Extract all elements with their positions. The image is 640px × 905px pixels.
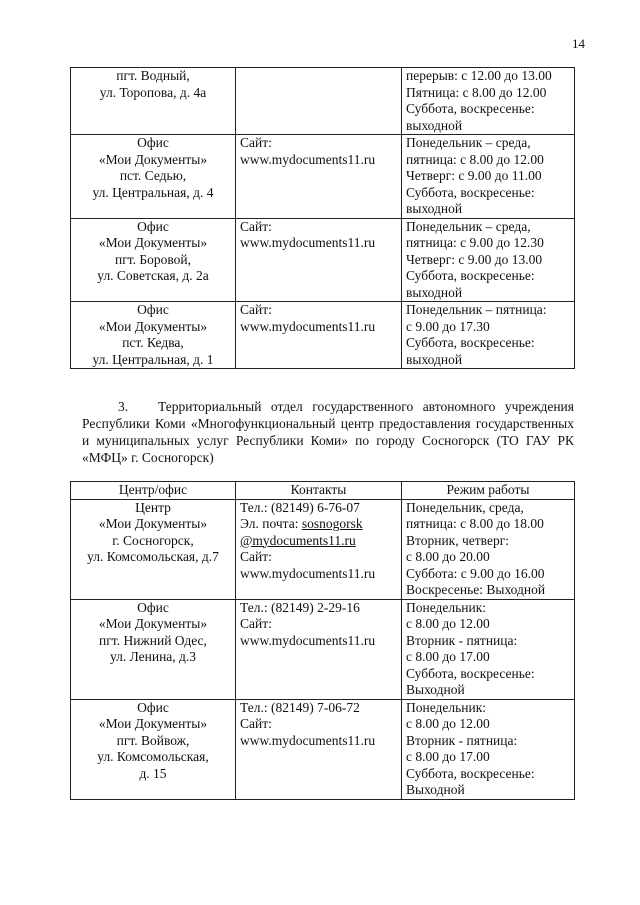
cell-line: Понедельник: <box>406 599 487 615</box>
cell-line: Тел.: (82149) 2-29-16 <box>240 599 360 615</box>
cell-line: Тел.: (82149) 6-76-07 <box>240 499 360 515</box>
cell-line: www.mydocuments11.ru <box>240 732 376 748</box>
cell-line: Тел.: (82149) 7-06-72 <box>240 699 360 715</box>
cell-line: Выходной <box>406 782 465 797</box>
cell-line: пгт. Боровой, <box>114 251 192 267</box>
cell-line: Суббота, воскресенье: <box>406 335 535 350</box>
cell-line: д. 15 <box>139 765 167 781</box>
cell-line: Суббота, воскресенье: <box>406 101 535 116</box>
table-row <box>71 499 575 599</box>
cell-line: с 8.00 до 12.00 <box>406 716 490 731</box>
contacts-cell <box>236 135 402 219</box>
office-cell <box>71 68 236 135</box>
section-text: Территориальный отдел государственного автономного учреждения Республики Коми «Многофункциональный центр предоставления государственных и муниципальных услуг Республики Коми» по городу Сосногорск (ТО ГАУ РК «МФЦ» г. Сосногорск) <box>82 399 574 465</box>
office-cell <box>71 599 236 699</box>
cell-line: Понедельник – среда, <box>406 218 531 234</box>
cell-line: Офис <box>137 699 169 715</box>
cell-line: Офис <box>137 302 169 317</box>
cell-line: Вторник - пятница: <box>406 732 518 748</box>
cell-line: Вторник - пятница: <box>406 632 518 648</box>
cell-line: Сайт: <box>240 302 272 317</box>
hours-cell <box>402 68 575 135</box>
header-hours: Режим работы <box>402 482 575 500</box>
cell-line: выходной <box>406 351 463 367</box>
cell-line: пгт. Водный, <box>116 68 190 83</box>
cell-line: с 8.00 до 17.00 <box>406 649 490 664</box>
cell-line: выходной <box>406 201 463 216</box>
cell-line: с 8.00 до 20.00 <box>406 549 490 564</box>
office-cell <box>71 302 236 369</box>
cell-line: ул. Комсомольская, д.7 <box>87 549 219 564</box>
cell-line: ул. Торопова, д. 4а <box>99 84 207 100</box>
cell-line: Выходной <box>406 682 465 697</box>
table-row <box>71 135 575 219</box>
cell-line: ул. Ленина, д.3 <box>109 649 197 664</box>
cell-line: ул. Центральная, д. 4 <box>92 184 214 200</box>
cell-line: «Мои Документы» <box>98 235 208 250</box>
cell-line: Понедельник: <box>406 699 487 715</box>
cell-line: Пятница: с 8.00 до 12.00 <box>406 84 547 100</box>
cell-line: www.mydocuments11.ru <box>240 318 376 334</box>
cell-line: «Мои Документы» <box>98 516 208 531</box>
cell-line: с 8.00 до 12.00 <box>406 616 490 631</box>
table-row <box>71 218 575 302</box>
cell-line: www.mydocuments11.ru <box>240 565 376 581</box>
contacts-cell <box>236 302 402 369</box>
cell-line: www.mydocuments11.ru <box>240 632 376 648</box>
cell-line: Понедельник, среда, <box>406 499 524 515</box>
cell-line: Понедельник – среда, <box>406 135 531 150</box>
table-row <box>71 68 575 135</box>
office-cell <box>71 499 236 599</box>
header-office: Центр/офис <box>71 482 236 500</box>
cell-line: выходной <box>406 284 463 300</box>
cell-line: Четверг: с 9.00 до 13.00 <box>406 251 543 267</box>
sosnogorsk-offices-table <box>70 481 575 800</box>
cell-line: www.mydocuments11.ru <box>240 235 376 250</box>
cell-line: «Мои Документы» <box>98 151 208 167</box>
cell-line: «Мои Документы» <box>98 616 208 631</box>
cell-line: пгт. Нижний Одес, <box>99 632 207 648</box>
cell-line: пст. Седью, <box>119 168 187 183</box>
cell-line: пгт. Войвож, <box>116 732 190 748</box>
hours-cell <box>402 599 575 699</box>
cell-line: Сайт: <box>240 549 272 564</box>
cell-line: пст. Кедва, <box>122 335 184 350</box>
table-row <box>71 699 575 799</box>
hours-cell <box>402 135 575 219</box>
cell-line: Вторник, четверг: <box>406 532 509 548</box>
hours-cell <box>402 302 575 369</box>
cell-line: Суббота, воскресенье: <box>406 665 535 681</box>
cell-line: Офис <box>137 218 169 234</box>
email-link[interactable]: sosnogorsk <box>301 516 363 531</box>
cell-line: Понедельник – пятница: <box>406 302 547 317</box>
table-header-row <box>71 482 575 500</box>
cell-line: ул. Советская, д. 2а <box>97 268 209 283</box>
section-3-heading <box>82 398 574 466</box>
cell-line: перерыв: с 12.00 до 13.00 <box>406 68 552 83</box>
office-cell <box>71 699 236 799</box>
office-cell <box>71 135 236 219</box>
hours-cell <box>402 218 575 302</box>
office-cell <box>71 218 236 302</box>
contacts-cell <box>236 699 402 799</box>
cell-line: Сайт: <box>240 716 272 731</box>
contacts-cell <box>236 599 402 699</box>
table-row <box>71 302 575 369</box>
hours-cell <box>402 699 575 799</box>
cell-line: Суббота, воскресенье: <box>406 268 535 283</box>
contacts-cell <box>236 218 402 302</box>
cell-line: Сайт: <box>240 135 272 150</box>
cell-line: www.mydocuments11.ru <box>240 151 376 167</box>
table-row <box>71 599 575 699</box>
cell-line: «Мои Документы» <box>98 318 208 334</box>
offices-table-continued <box>70 67 575 369</box>
cell-line: с 8.00 до 17.00 <box>406 749 490 764</box>
cell-line: Офис <box>137 599 169 615</box>
cell-line: Эл. почта: sosnogorsk <box>240 516 363 531</box>
cell-line: ул. Комсомольская, <box>97 749 209 764</box>
cell-line: пятница: с 9.00 до 12.30 <box>406 235 544 250</box>
cell-line: с 9.00 до 17.30 <box>406 318 490 334</box>
cell-line: Суббота, воскресенье: <box>406 184 535 200</box>
cell-line: ул. Центральная, д. 1 <box>92 351 214 367</box>
cell-line: пятница: с 8.00 до 12.00 <box>406 151 544 167</box>
cell-line: г. Сосногорск, <box>112 532 194 548</box>
cell-line: Суббота: с 9.00 до 16.00 <box>406 565 545 581</box>
hours-cell <box>402 499 575 599</box>
cell-line: Офис <box>137 135 169 150</box>
cell-line: Сайт: <box>240 616 272 631</box>
section-number: 3. <box>118 399 129 414</box>
cell-line: Воскресенье: Выходной <box>406 582 546 597</box>
cell-line: пятница: с 8.00 до 18.00 <box>406 516 544 531</box>
cell-line: выходной <box>406 117 463 133</box>
cell-line: «Мои Документы» <box>98 716 208 731</box>
cell-line: Сайт: <box>240 218 272 234</box>
cell-line: Центр <box>135 499 171 515</box>
cell-line[interactable]: @mydocuments11.ru <box>240 532 356 548</box>
page-number: 14 <box>572 36 585 51</box>
cell-line: Суббота, воскресенье: <box>406 765 535 781</box>
header-contacts: Контакты <box>236 482 402 500</box>
contacts-cell <box>236 499 402 599</box>
contacts-cell <box>236 68 402 135</box>
cell-line: Четверг: с 9.00 до 11.00 <box>406 168 542 183</box>
